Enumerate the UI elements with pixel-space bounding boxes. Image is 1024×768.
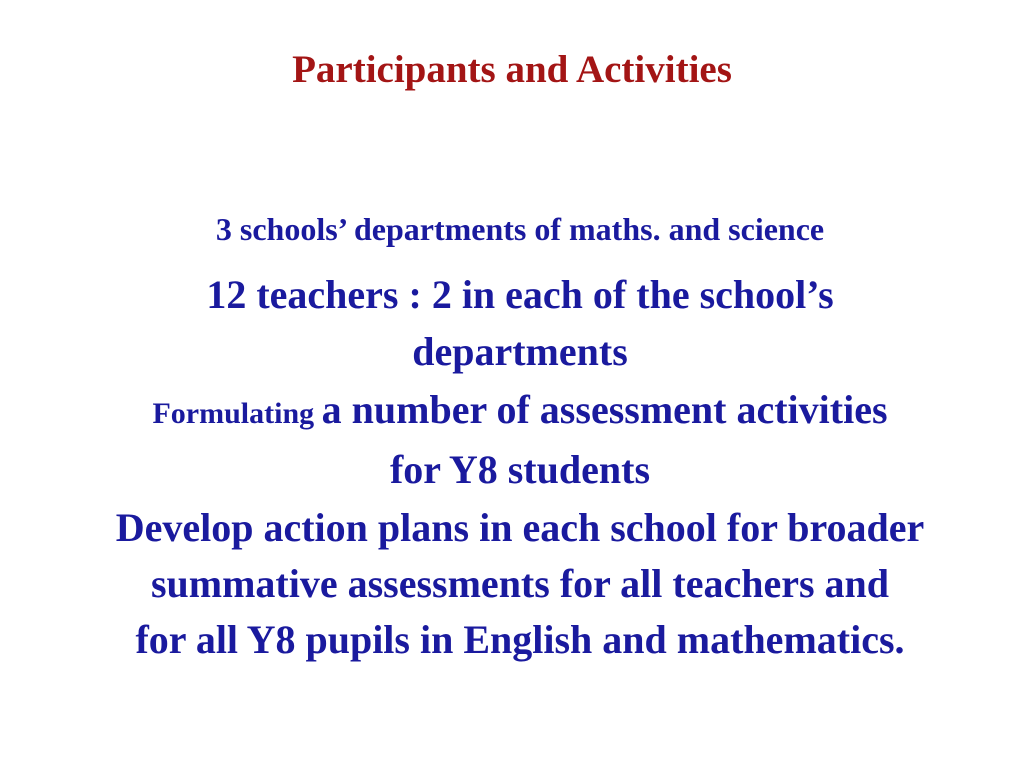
- develop-line-1: Develop action plans in each school for broader: [115, 505, 925, 550]
- develop-line-3: for all Y8 pupils in English and mathematics.: [135, 617, 905, 662]
- formulating-prefix: Formulating: [152, 397, 322, 430]
- develop-paragraph: [40, 500, 1000, 668]
- formulating-line-2: for Y8 students: [389, 447, 651, 492]
- develop-line-2: summative assessments for all teachers and: [150, 561, 890, 606]
- teachers-line-2: departments: [412, 329, 628, 374]
- formulating-line-1: [40, 382, 1000, 442]
- teachers-paragraph: [40, 266, 1000, 380]
- schools-line: 3 schools’ departments of maths. and science: [215, 211, 825, 247]
- formulating-rest: a number of assessment activities: [321, 387, 888, 432]
- slide-body: [40, 204, 1000, 668]
- slide-title: Participants and Activities: [292, 48, 732, 91]
- teachers-line-1: 12 teachers : 2 in each of the school’s: [206, 272, 834, 317]
- formulating-paragraph: [40, 382, 1000, 498]
